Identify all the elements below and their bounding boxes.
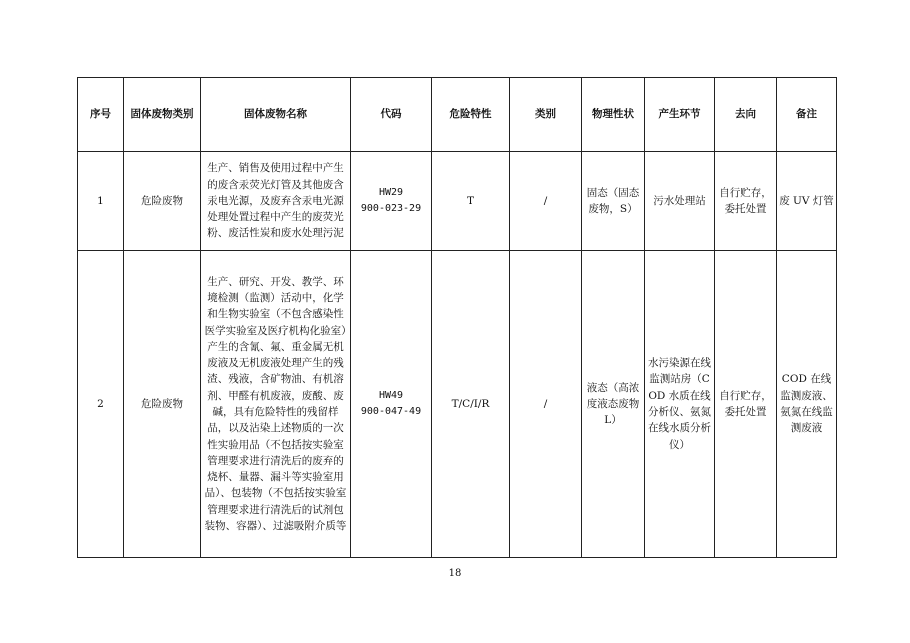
cell-physical: 固态（固态废物，S） bbox=[582, 152, 645, 251]
header-no: 序号 bbox=[78, 78, 124, 152]
cell-name: 生产、销售及使用过程中产生的废含汞荧光灯管及其他废含汞电光源，及废弃含汞电光源处理处置过程中产生的废荧光粉、废活性炭和废水处理污泥 bbox=[201, 152, 351, 251]
cell-stage: 污水处理站 bbox=[645, 152, 715, 251]
header-code: 代码 bbox=[351, 78, 432, 152]
cell-category: 危险废物 bbox=[124, 152, 201, 251]
cell-name: 生产、研究、开发、教学、环境检测（监测）活动中，化学和生物实验室（不包含感染性医学实验室及医疗机构化验室）产生的含氰、氟、重金属无机废液及无机废液处理产生的残渣、残液，含矿物油、有机溶剂、甲醛有机废液，废酸、废碱，具有危险特性的残留样品，以及沾染上述物质的一次性实验用品（不包括按实验室管理要求进行清洗后的废弃的烧杯、量器、漏斗等实验室用品）、包装物（不包括按实验室管理要求进行清洗后的试剂包装物、容器）、过滤吸附介质等 bbox=[201, 251, 351, 558]
cell-stage: 水污染源在线监测站房（COD 水质在线分析仪、氨氮在线水质分析仪） bbox=[645, 251, 715, 558]
table-header-row bbox=[78, 78, 837, 152]
cell-hazard: T/C/I/R bbox=[432, 251, 510, 558]
code-line-1: HW49 bbox=[378, 389, 404, 401]
page-number: 18 bbox=[448, 568, 462, 579]
table-row bbox=[78, 152, 837, 251]
header-category: 固体废物类别 bbox=[124, 78, 201, 152]
cell-remark: 废 UV 灯管 bbox=[777, 152, 837, 251]
hazardous-waste-table bbox=[77, 77, 837, 558]
cell-no: 2 bbox=[78, 251, 124, 558]
header-remark: 备注 bbox=[777, 78, 837, 152]
code-line-2: 900-023-29 bbox=[360, 203, 422, 214]
header-name: 固体废物名称 bbox=[201, 78, 351, 152]
header-stage: 产生环节 bbox=[645, 78, 715, 152]
code-line-1: HW29 bbox=[378, 186, 404, 198]
cell-type: / bbox=[510, 251, 582, 558]
cell-type: / bbox=[510, 152, 582, 251]
cell-code bbox=[351, 251, 432, 558]
header-type: 类别 bbox=[510, 78, 582, 152]
cell-code bbox=[351, 152, 432, 251]
header-physical: 物理性状 bbox=[582, 78, 645, 152]
cell-hazard: T bbox=[432, 152, 510, 251]
cell-physical: 液态（高浓度液态废物 L） bbox=[582, 251, 645, 558]
header-destination: 去向 bbox=[715, 78, 777, 152]
cell-category: 危险废物 bbox=[124, 251, 201, 558]
code-line-2: 900-047-49 bbox=[360, 406, 422, 417]
cell-destination: 自行贮存，委托处置 bbox=[715, 152, 777, 251]
cell-destination: 自行贮存，委托处置 bbox=[715, 251, 777, 558]
cell-remark: COD 在线监测废液、氨氮在线监测废液 bbox=[777, 251, 837, 558]
header-hazard: 危险特性 bbox=[432, 78, 510, 152]
table-row bbox=[78, 251, 837, 558]
cell-no: 1 bbox=[78, 152, 124, 251]
